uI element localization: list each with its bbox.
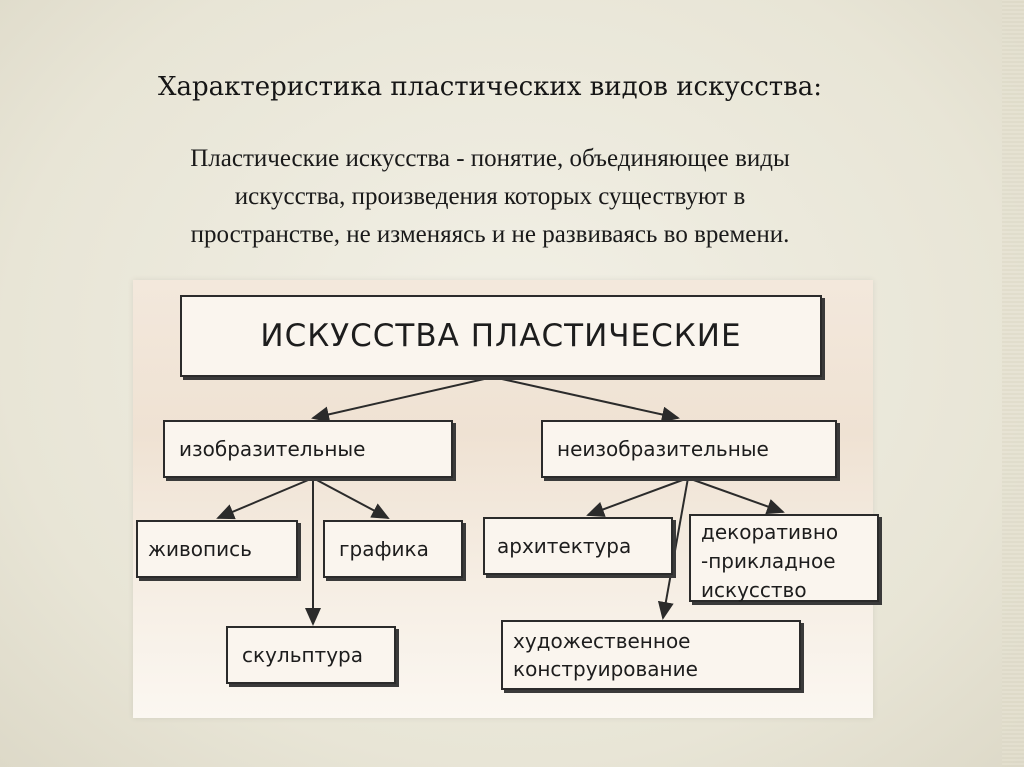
plastic-arts-diagram: [133, 280, 873, 718]
arrow-izo-zhiv: [218, 478, 313, 518]
leaf-node-label: декоративно -прикладное искусство: [701, 520, 839, 602]
arrow-izo-graf: [313, 478, 388, 518]
slide-subtitle: Пластические искусства - понятие, объединяющее виды искусства, произведения которых существуют в пространстве, не изменяясь и не развиваясь во времени.: [190, 145, 790, 248]
arrow-neizo-arch: [588, 478, 688, 515]
arrow-neizo-deko: [688, 478, 783, 512]
leaf-node-label: живопись: [148, 537, 252, 561]
arrow-root-izo: [313, 377, 493, 418]
branch-node-izobrazitelnye: [163, 420, 453, 478]
branch-node-label: изобразительные: [179, 437, 366, 461]
slide-title: Характеристика пластических видов искусства:: [157, 72, 823, 102]
leaf-node-label: художественное конструирование: [513, 629, 698, 681]
leaf-node-arhitektura: [483, 517, 673, 575]
decorative-edge: [1002, 0, 1024, 767]
leaf-node-label: графика: [339, 537, 429, 561]
arrow-root-neizo: [493, 377, 678, 418]
leaf-node-label: архитектура: [497, 534, 632, 558]
leaf-node-skulptura: [226, 626, 396, 684]
leaf-node-dekorativno-prikladnoe: [689, 514, 879, 602]
leaf-node-zhivopis: [136, 520, 298, 578]
root-node-label: ИСКУССТВА ПЛАСТИЧЕСКИЕ: [260, 318, 742, 354]
branch-node-label: неизобразительные: [557, 437, 769, 461]
leaf-node-grafika: [323, 520, 463, 578]
leaf-node-hudozhestvennoe-konstruirovanie: [501, 620, 801, 690]
leaf-node-label: скульптура: [242, 643, 363, 667]
branch-node-neizobrazitelnye: [541, 420, 837, 478]
root-node: [180, 295, 822, 377]
